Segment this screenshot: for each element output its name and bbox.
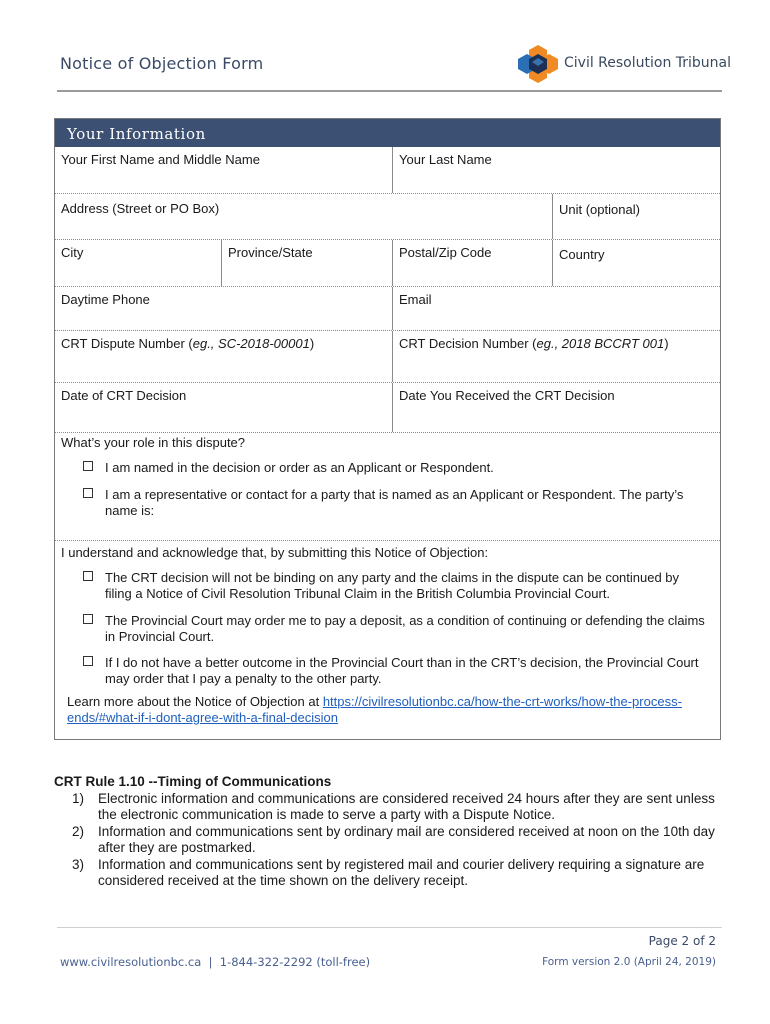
unit-label: Unit (optional) [559,202,640,217]
received-date-field[interactable] [393,383,720,432]
checkbox[interactable] [83,614,93,624]
postal-code-field[interactable] [393,240,552,286]
checkbox[interactable] [83,656,93,666]
dispute-number-label: CRT Dispute Number ( [61,336,193,351]
first-name-label: Your First Name and Middle Name [61,152,260,167]
decision-number-close: ) [664,336,669,351]
received-date-label: Date You Received the CRT Decision [399,388,615,403]
column-divider [221,240,222,286]
learn-more-text: Learn more about the Notice of Objection at [67,694,323,709]
phone-label: Daytime Phone [61,292,150,307]
column-divider [552,240,553,286]
learn-more-link[interactable]: https://civilresolutionbc.ca/how-the-crt-works/how-the-process-ends/#what-if-i-dont-agree-with-a-final-decision [67,694,682,725]
city-label: City [61,245,84,260]
decision-date-field[interactable] [55,383,392,432]
your-information-form [54,118,721,740]
column-divider [392,331,393,382]
decision-date-label: Date of CRT Decision [61,388,187,403]
acknowledge-item-label: If I do not have a better outcome in the Provincial Court than in the CRT’s decision, the Provincial Court may order that I pay a penalty to the other party. [105,655,699,686]
acknowledge-item-label: The CRT decision will not be binding on any party and the claims in the dispute can be continued by filing a Notice of Civil Resolution Tribunal Claim in the British Columbia Provincial Court. [105,570,680,601]
role-question: What’s your role in this dispute? [61,435,246,450]
last-name-field[interactable] [393,147,720,193]
section-header [55,119,720,147]
column-divider [552,194,553,239]
rule-item [54,791,724,824]
form-version: Form version 2.0 (April 24, 2019) [542,956,716,968]
email-field[interactable] [393,287,720,330]
role-option-label: I am named in the decision or order as an Applicant or Respondent. [105,460,494,475]
dispute-number-example: eg., SC-2018-00001 [192,336,310,351]
column-divider [392,287,393,330]
last-name-label: Your Last Name [399,152,492,167]
checkbox[interactable] [83,488,93,498]
province-field[interactable] [222,240,392,286]
column-divider [392,240,393,286]
crt-logo [516,44,732,84]
column-divider [392,383,393,432]
dispute-number-close: ) [309,336,315,351]
postal-code-label: Postal/Zip Code [399,245,492,260]
country-label: Country [559,247,605,262]
rule-item [54,824,724,857]
row-divider [55,432,720,433]
checkbox[interactable] [83,571,93,581]
province-label: Province/State [228,245,313,260]
decision-number-label: CRT Decision Number ( [399,336,537,351]
unit-field[interactable] [553,194,720,239]
first-name-field[interactable] [55,147,392,193]
footer-divider [57,927,722,928]
rule-number: 3) [72,856,85,872]
section-title: Your Information [67,125,206,143]
country-field[interactable] [553,240,720,286]
role-option-label: I am a representative or contact for a party that is named as an Applicant or Respondent. The party’s name is: [105,487,684,518]
dispute-number-field[interactable] [55,331,392,382]
page-number: Page 2 of 2 [648,934,716,948]
page-header [0,0,770,96]
rule-number: 1) [72,790,85,806]
checkbox[interactable] [83,461,93,471]
crt-rule-section [54,774,724,890]
footer-contact: www.civilresolutionbc.ca | 1-844-322-2292 (toll-free) [60,955,371,969]
form-title: Notice of Objection Form [60,54,264,73]
rule-text: Information and communications sent by registered mail and courier delivery requiring a signature are considered received at the time shown on the delivery receipt. [98,856,705,888]
rule-text: Electronic information and communications are considered received 24 hours after they are sent unless the electronic communication is made to serve a party with a Dispute Notice. [98,790,715,822]
phone-field[interactable] [55,287,392,330]
city-field[interactable] [55,240,221,286]
rule-text: Information and communications sent by ordinary mail are considered received at noon on the 10th day after they are postmarked. [98,823,715,855]
address-label: Address (Street or PO Box) [61,201,220,216]
column-divider [392,147,393,193]
hexagon-cluster-logo-icon [516,44,560,84]
email-label: Email [399,292,432,307]
rule-number: 2) [72,823,85,839]
address-field[interactable] [55,194,552,239]
row-divider [55,540,720,541]
rule-title: CRT Rule 1.10 --Timing of Communications [54,774,332,789]
decision-number-example: eg., 2018 BCCRT 001 [536,336,665,351]
logo-text: Civil Resolution Tribunal [564,55,732,71]
learn-more [67,694,707,726]
rule-item [54,857,724,890]
acknowledge-item-label: The Provincial Court may order me to pay a deposit, as a condition of continuing or defending the claims in Provincial Court. [105,613,705,644]
acknowledge-intro: I understand and acknowledge that, by submitting this Notice of Objection: [61,545,489,560]
header-divider [57,90,722,92]
decision-number-field[interactable] [393,331,720,382]
